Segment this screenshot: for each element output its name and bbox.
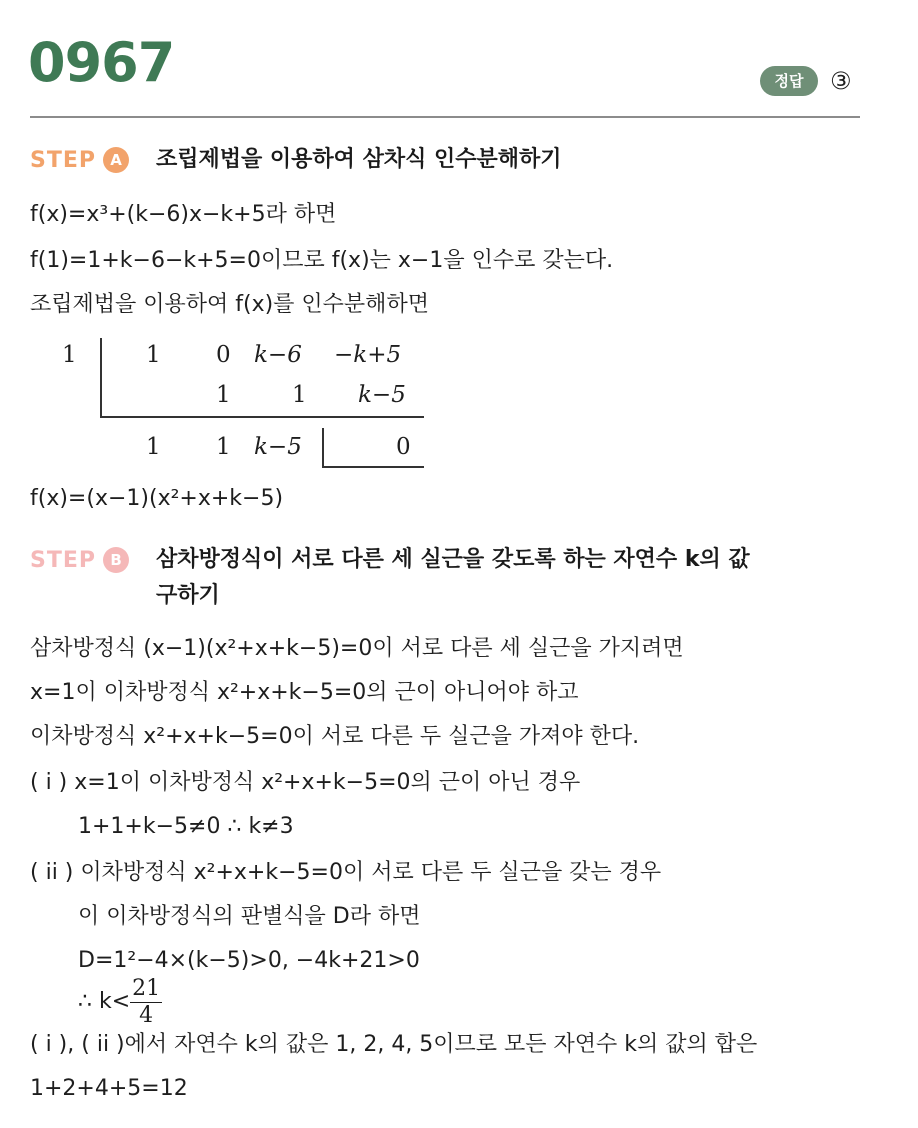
step-a-label: STEP	[30, 148, 97, 173]
sd-r3-c2: 1	[216, 434, 231, 460]
answer-value: ③	[830, 67, 852, 95]
answer-badge: 정답	[760, 66, 818, 96]
step-a-result: f(x)=(x−1)(x²+x+k−5)	[30, 486, 284, 511]
step-a-header	[30, 146, 129, 176]
sd-r2-c3: k−5	[358, 382, 406, 408]
sd-horizontal-rule	[100, 416, 424, 418]
case-2-title: ( ii ) 이차방정식 x²+x+k−5=0이 서로 다른 두 실근을 갖는 경우	[30, 860, 662, 885]
sd-r1-c1: 1	[146, 342, 161, 368]
step-b-label: STEP	[30, 548, 97, 573]
case-2-line-1: 이 이차방정식의 판별식을 D라 하면	[78, 904, 421, 929]
step-b-title-line-1: 삼차방정식이 서로 다른 세 실근을 갖도록 하는 자연수 k의 값	[156, 547, 750, 572]
step-a-line-1: f(x)=x³+(k−6)x−k+5라 하면	[30, 202, 337, 227]
step-a-title: 조립제법을 이용하여 삼차식 인수분해하기	[156, 147, 562, 172]
sd-r3-c3: k−5	[254, 434, 302, 460]
step-a-line-3: 조립제법을 이용하여 f(x)를 인수분해하면	[30, 292, 429, 317]
sd-r1-c2: 0	[216, 342, 231, 368]
sd-r2-c1: 1	[216, 382, 231, 408]
step-b-line-2: x=1이 이차방정식 x²+x+k−5=0의 근이 아니어야 하고	[30, 680, 579, 705]
step-b-line-1: 삼차방정식 (x−1)(x²+x+k−5)=0이 서로 다른 세 실근을 가지려면	[30, 636, 684, 661]
sd-r3-c1: 1	[146, 434, 161, 460]
fraction	[130, 976, 162, 1029]
fraction-numerator: 21	[132, 975, 161, 1001]
case-1-body: 1+1+k−5≠0 ∴ k≠3	[78, 814, 294, 839]
case-2-result-prefix: ∴ k<	[78, 989, 131, 1014]
problem-number: 0967	[28, 31, 175, 94]
conclusion-line-1: ( i ), ( ii )에서 자연수 k의 값은 1, 2, 4, 5이므로 모든 자연수 k의 값의 합은	[30, 1032, 758, 1057]
header-divider	[30, 116, 860, 118]
sd-r1-c4: −k+5	[334, 342, 402, 368]
sd-r3-c4: 0	[396, 434, 411, 460]
sd-vertical-rule	[100, 338, 102, 416]
step-a-badge: A	[103, 147, 129, 173]
sd-r1-c3: k−6	[254, 342, 302, 368]
sd-r2-c2: 1	[292, 382, 307, 408]
fraction-denominator: 4	[139, 1002, 154, 1028]
case-2-line-2: D=1²−4×(k−5)>0, −4k+21>0	[78, 948, 420, 973]
step-b-title-line-2: 구하기	[156, 583, 220, 608]
step-b-header	[30, 546, 129, 576]
case-2-result	[78, 972, 162, 1032]
sd-remainder-vertical	[322, 428, 324, 466]
case-1-title: ( i ) x=1이 이차방정식 x²+x+k−5=0의 근이 아닌 경우	[30, 770, 581, 795]
sd-remainder-bottom	[322, 466, 424, 468]
conclusion-line-2: 1+2+4+5=12	[30, 1076, 188, 1101]
step-a-line-2: f(1)=1+k−6−k+5=0이므로 f(x)는 x−1을 인수로 갖는다.	[30, 248, 614, 273]
sd-root: 1	[62, 342, 77, 368]
step-b-badge: B	[103, 547, 129, 573]
step-b-line-3: 이차방정식 x²+x+k−5=0이 서로 다른 두 실근을 가져야 한다.	[30, 724, 640, 749]
